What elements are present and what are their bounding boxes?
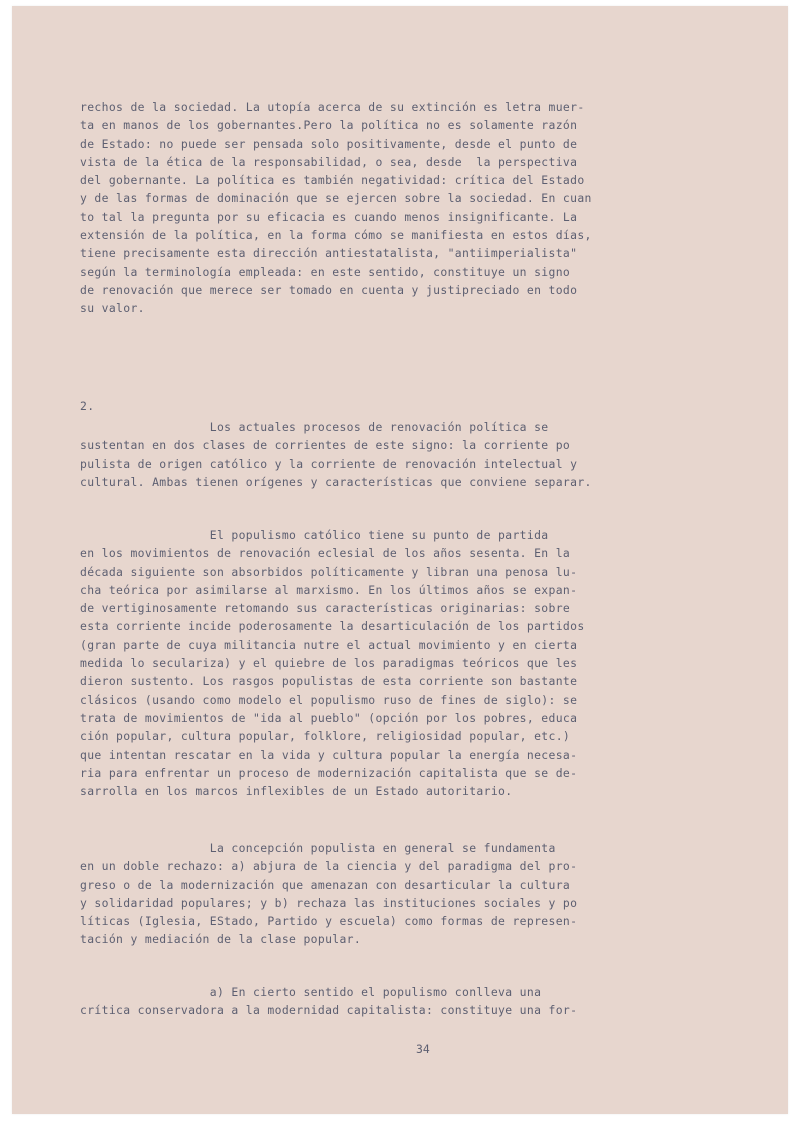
text-line: y solidaridad populares; y b) rechaza las instituciones sociales y po — [80, 895, 578, 910]
text-line: su valor. — [80, 301, 145, 316]
paragraph-2 — [80, 418, 742, 491]
text-line: según la terminología empleada: en este sentido, constituye un signo — [80, 264, 571, 279]
text-line: de Estado: no puede ser pensada solo positivamente, desde el punto de — [80, 136, 578, 151]
text-line: del gobernante. La política es también negatividad: crítica del Estado — [80, 173, 585, 188]
text-line: Los actuales procesos de renovación política se — [80, 420, 549, 434]
paragraph-1 — [80, 98, 742, 318]
page-number: 34 — [416, 1042, 430, 1056]
text-line: tación y mediación de la clase popular. — [80, 932, 362, 947]
text-line: tiene precisamente esta dirección antiestatalista, "antiimperialista" — [80, 246, 578, 261]
text-line: trata de movimientos de "ida al pueblo" (opción por los pobres, educa — [80, 710, 578, 725]
text-line: (gran parte de cuya militancia nutre el actual movimiento y en cierta — [80, 637, 578, 652]
text-line: a) En cierto sentido el populismo conlleva una — [80, 985, 542, 999]
text-line: de renovación que merece ser tomado en cuenta y justipreciado en todo — [80, 282, 578, 297]
document-page — [12, 6, 788, 1114]
text-line: medida lo seculariza) y el quiebre de los paradigmas teóricos que les — [80, 656, 578, 671]
text-line: de vertiginosamente retomando sus características originarias: sobre — [80, 601, 571, 616]
text-line: extensión de la política, en la forma cómo se manifiesta en estos días, — [80, 228, 592, 243]
text-line: cha teórica por asimilarse al marxismo. En los últimos años se expan- — [80, 582, 578, 597]
text-line: to tal la pregunta por su eficacia es cuando menos insignificante. La — [80, 209, 578, 224]
text-line: greso o de la modernización que amenazan con desarticular la cultura — [80, 877, 571, 892]
paragraph-3 — [80, 526, 742, 800]
text-line: década siguiente son absorbidos políticamente y libran una penosa lu- — [80, 564, 578, 579]
paragraph-4 — [80, 839, 742, 949]
text-line: sustentan en dos clases de corrientes de este signo: la corriente po — [80, 438, 571, 453]
text-line: en un doble rechazo: a) abjura de la ciencia y del paradigma del pro- — [80, 859, 578, 874]
text-line: ción popular, cultura popular, folklore, religiosidad popular, etc.) — [80, 729, 571, 744]
text-line: y de las formas de dominación que se ejercen sobre la sociedad. En cuan — [80, 191, 592, 206]
text-line: La concepción populista en general se fundamenta — [80, 841, 556, 855]
text-line: líticas (Iglesia, EStado, Partido y escuela) como formas de represen- — [80, 914, 578, 929]
text-line: El populismo católico tiene su punto de partida — [80, 528, 549, 542]
text-line: rechos de la sociedad. La utopía acerca de su extinción es letra muer- — [80, 100, 585, 114]
text-line: clásicos (usando como modelo el populismo ruso de fines de siglo): se — [80, 692, 578, 707]
text-line: ta en manos de los gobernantes.Pero la política no es solamente razón — [80, 118, 578, 133]
section-number-label: 2. — [80, 398, 95, 413]
text-line: pulista de origen católico y la corriente de renovación intelectual y — [80, 456, 578, 471]
paragraph-5 — [80, 983, 742, 1020]
text-line: en los movimientos de renovación eclesial de los años sesenta. En la — [80, 546, 571, 561]
text-line: sarrolla en los marcos inflexibles de un Estado autoritario. — [80, 784, 513, 799]
text-line: esta corriente incide poderosamente la desarticulación de los partidos — [80, 619, 585, 634]
text-line: crítica conservadora a la modernidad capitalista: constituye una for- — [80, 1003, 578, 1018]
text-line: ria para enfrentar un proceso de modernización capitalista que se de- — [80, 765, 578, 780]
text-line: dieron sustento. Los rasgos populistas de esta corriente son bastante — [80, 674, 578, 689]
text-line: que intentan rescatar en la vida y cultura popular la energía necesa- — [80, 747, 578, 762]
text-line: cultural. Ambas tienen orígenes y características que conviene separar. — [80, 474, 592, 489]
text-line: vista de la ética de la responsabilidad, o sea, desde la perspectiva — [80, 154, 578, 169]
